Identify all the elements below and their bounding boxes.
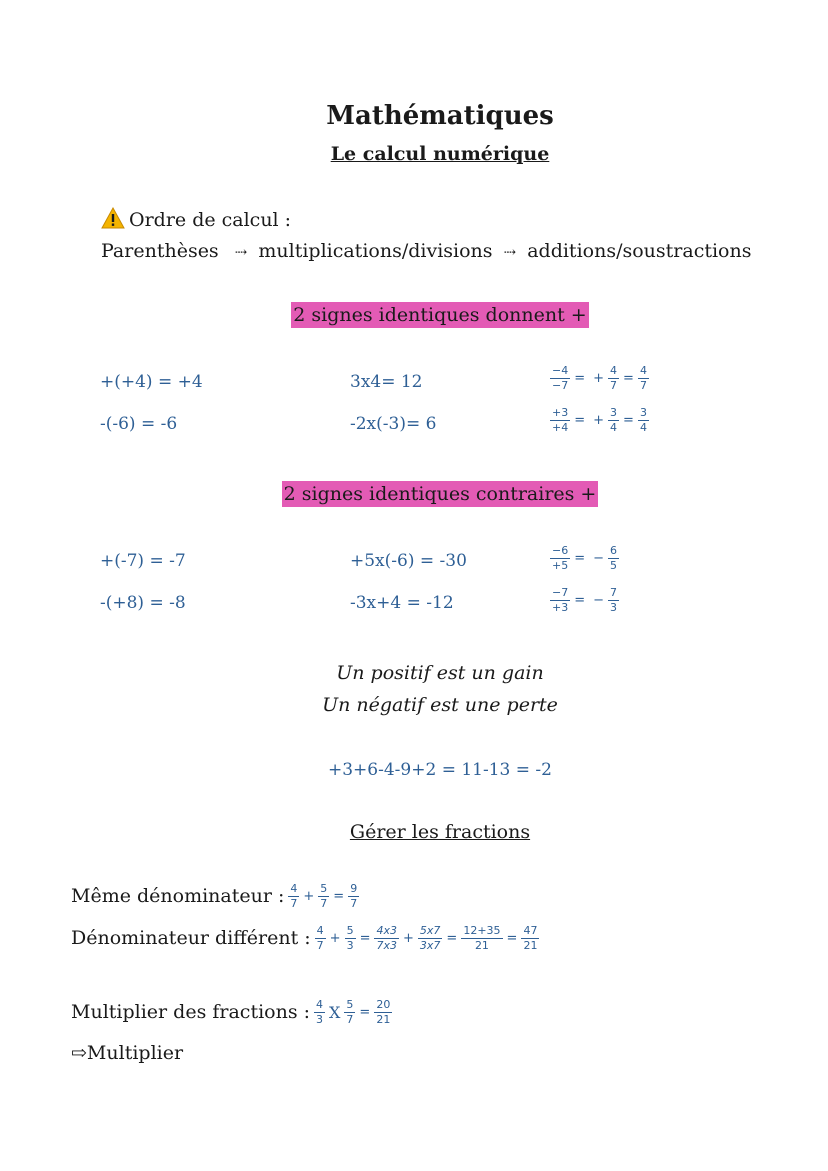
gain-example: +3+6-4-9+2 = 11-13 = -2 <box>328 760 552 780</box>
fraction-denominator: 7 <box>350 896 358 910</box>
math-operator: = <box>359 1004 371 1020</box>
fraction-numerator: 12+35 <box>463 924 501 937</box>
order-steps <box>101 240 751 262</box>
fraction-denominator: +5 <box>552 558 569 572</box>
fraction <box>550 545 570 571</box>
math-operator: − <box>593 550 605 566</box>
multiply-line <box>71 999 392 1025</box>
fraction-denominator: 3 <box>610 600 618 614</box>
page-subtitle: Le calcul numérique <box>330 143 550 165</box>
section2-heading: 2 signes identiques contraires + <box>283 483 597 505</box>
fraction-numerator: 3 <box>610 406 618 419</box>
arrow-icon: ⇢ <box>503 243 517 261</box>
fraction-denominator: −7 <box>552 378 569 392</box>
fraction <box>318 883 329 909</box>
math-operator: − <box>593 592 605 608</box>
math-operator: + <box>593 370 605 386</box>
gain-line-2: Un négatif est une perte <box>322 694 558 716</box>
order-heading <box>101 207 291 231</box>
fraction <box>418 925 443 951</box>
fraction-denominator: 7x3 <box>376 938 397 952</box>
warning-icon <box>101 207 125 229</box>
math-operator: = <box>623 412 634 428</box>
fraction <box>314 999 325 1025</box>
fraction-denominator: 7 <box>639 378 647 392</box>
fraction <box>550 587 570 613</box>
fraction <box>608 365 619 391</box>
s1-col2-row2: -2x(-3)= 6 <box>350 414 437 434</box>
math-operator: = <box>574 412 586 428</box>
fraction <box>638 407 649 433</box>
multiply-note: ⇨Multiplier <box>71 1042 184 1064</box>
math-operator: = <box>574 370 586 386</box>
different-denominator-expr <box>315 925 540 951</box>
fraction-numerator: 20 <box>376 998 391 1011</box>
fraction-denominator: 4 <box>639 420 647 434</box>
same-denominator-line <box>71 883 359 909</box>
order-step-2: multiplications/divisions <box>258 240 493 262</box>
fraction-numerator: 5 <box>320 882 328 895</box>
fraction-numerator: 5x7 <box>419 924 441 937</box>
fraction <box>374 999 392 1025</box>
gain-line-1: Un positif est un gain <box>336 662 544 684</box>
fraction-denominator: 7 <box>610 378 618 392</box>
s2-col1-row2: -(+8) = -8 <box>100 593 186 613</box>
fraction-denominator: 3 <box>316 1012 324 1026</box>
s2-col3-row1 <box>550 545 619 571</box>
fraction-numerator: 4 <box>610 364 618 377</box>
fraction-numerator: 4x3 <box>376 924 397 937</box>
fraction-numerator: 4 <box>639 364 647 377</box>
fraction-denominator: +4 <box>552 420 569 434</box>
math-operator: + <box>593 412 605 428</box>
fraction-numerator: −4 <box>552 364 569 377</box>
fraction <box>345 925 356 951</box>
section2-heading-wrap <box>0 483 828 505</box>
s1-col1-row1: +(+4) = +4 <box>100 372 203 392</box>
math-operator: = <box>359 930 371 946</box>
math-operator: X <box>329 1002 341 1022</box>
fraction-denominator: 21 <box>474 938 489 952</box>
arrow-icon: ⇢ <box>234 243 248 261</box>
fraction-denominator: 3 <box>346 938 354 952</box>
s2-col2-row1: +5x(-6) = -30 <box>350 551 467 571</box>
fraction-numerator: −6 <box>552 544 569 557</box>
fraction-numerator: 5 <box>346 998 354 1011</box>
fraction <box>638 365 649 391</box>
fraction-denominator: 7 <box>346 1012 354 1026</box>
section1-heading: 2 signes identiques donnent + <box>293 304 587 326</box>
fraction-denominator: 21 <box>523 938 538 952</box>
fraction <box>521 925 539 951</box>
fraction <box>550 407 570 433</box>
fraction <box>315 925 326 951</box>
s1-col1-row2: -(-6) = -6 <box>100 414 178 434</box>
fraction-numerator: 4 <box>316 924 324 937</box>
s1-col3-row1 <box>550 365 649 391</box>
math-operator: = <box>333 888 345 904</box>
fraction <box>608 407 619 433</box>
fraction <box>348 883 359 909</box>
fraction-numerator: 4 <box>290 882 298 895</box>
math-operator: + <box>403 930 414 946</box>
s1-col2-row1: 3x4= 12 <box>350 372 423 392</box>
math-operator: = <box>574 550 586 566</box>
fraction-denominator: 7 <box>320 896 328 910</box>
fraction-denominator: 5 <box>610 558 618 572</box>
fraction <box>344 999 355 1025</box>
s2-col2-row2: -3x+4 = -12 <box>350 593 454 613</box>
fraction-denominator: 4 <box>610 420 618 434</box>
fraction <box>608 587 619 613</box>
s2-col1-row1: +(-7) = -7 <box>100 551 186 571</box>
order-step-3: additions/soustractions <box>527 240 752 262</box>
fraction-denominator: 21 <box>376 1012 391 1026</box>
order-label: Ordre de calcul : <box>129 209 292 231</box>
math-operator: + <box>329 930 341 946</box>
fraction <box>461 925 502 951</box>
fractions-heading: Gérer les fractions <box>349 821 531 843</box>
fraction-denominator: 3x7 <box>419 938 441 952</box>
fraction-numerator: 5 <box>346 924 354 937</box>
s2-col3-row2 <box>550 587 619 613</box>
fraction-numerator: −7 <box>552 586 569 599</box>
fraction-denominator: 7 <box>316 938 324 952</box>
page-title: Mathématiques <box>326 101 554 131</box>
fraction <box>374 925 399 951</box>
fraction-numerator: 7 <box>610 586 618 599</box>
fraction <box>608 545 619 571</box>
math-operator: = <box>623 370 634 386</box>
fraction-denominator: +3 <box>552 600 569 614</box>
fraction-numerator: 9 <box>350 882 358 895</box>
fraction <box>550 365 570 391</box>
section1-heading-wrap <box>0 304 828 326</box>
fraction <box>288 883 299 909</box>
multiply-expr <box>314 999 392 1025</box>
fraction-numerator: +3 <box>552 406 569 419</box>
math-operator: + <box>303 888 315 904</box>
same-denominator-label: Même dénominateur : <box>71 885 285 908</box>
s1-col3-row2 <box>550 407 649 433</box>
math-operator: = <box>446 930 458 946</box>
fraction-denominator: 7 <box>290 896 298 910</box>
different-denominator-line <box>71 925 539 951</box>
math-operator: = <box>574 592 586 608</box>
same-denominator-expr <box>288 883 359 909</box>
fraction-numerator: 4 <box>316 998 324 1011</box>
fraction-numerator: 3 <box>639 406 647 419</box>
order-step-1: Parenthèses <box>101 240 219 262</box>
fraction-numerator: 47 <box>523 924 538 937</box>
math-operator: = <box>506 930 518 946</box>
multiply-label: Multiplier des fractions : <box>71 1001 311 1024</box>
different-denominator-label: Dénominateur différent : <box>71 927 311 950</box>
fraction-numerator: 6 <box>610 544 618 557</box>
